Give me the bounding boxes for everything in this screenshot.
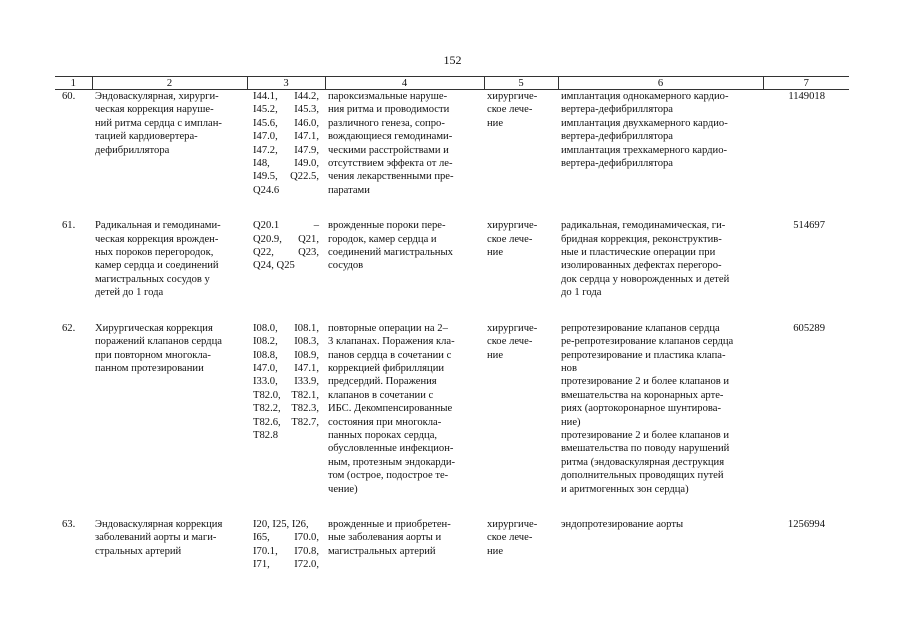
icd-code: I45.3,	[294, 104, 319, 116]
treatment-type-line: ское лече-	[487, 532, 533, 544]
care-type-line: поражений клапанов сердца	[95, 336, 222, 348]
treatment-type-line: ние	[487, 117, 504, 129]
care-type-line: магистральных сосудов у	[95, 273, 210, 285]
row-number-cell: 60.	[62, 91, 76, 102]
icd-code: I08.9,	[294, 349, 319, 361]
treatment-method-line: вертера-дефибриллятора	[561, 131, 673, 143]
treatment-method-line: бридная коррекция, реконструктив-	[561, 233, 722, 245]
treatment-method-line: и аритмогенных зон сердца)	[561, 483, 689, 495]
icd-code: Q21,	[298, 233, 319, 245]
care-type-cell	[92, 90, 247, 220]
column-header: 1	[55, 77, 92, 90]
treatment-method-line: ние)	[561, 416, 581, 428]
patient-model-line: предсердий. Поражения	[328, 376, 437, 388]
column-header: 7	[763, 77, 849, 90]
treatment-type-cell	[484, 90, 558, 220]
icd-code: T82.6,	[253, 416, 281, 428]
icd-code: Q22,	[253, 247, 274, 259]
icd-code-line	[253, 362, 319, 375]
care-type-line: тацией кардиовертера-	[95, 131, 198, 143]
patient-model-line: ные заболевания аорты и	[328, 532, 442, 544]
care-type-line: Радикальная и гемодинами-	[95, 220, 221, 232]
care-type-line: ний ритма сердца с имплан-	[95, 117, 222, 129]
patient-model-line: отсутствием эффекта от ле-	[328, 158, 453, 170]
treatment-method-line: ре-репротезирование клапанов сердца	[561, 336, 734, 348]
treatment-method-line: эндопротезирование аорты	[561, 518, 684, 530]
icd-code: I46.0,	[294, 117, 319, 129]
icd-code: I45.6,	[253, 117, 278, 129]
care-type-line: детей до 1 года	[95, 287, 164, 299]
icd-code: I44.1,	[253, 91, 278, 102]
treatment-method-line: протезирование 2 и более клапанов и	[561, 429, 730, 441]
icd-code-line	[253, 349, 319, 362]
icd-codes-cell	[247, 322, 325, 518]
icd-code: I08.2,	[253, 336, 278, 348]
care-type-line: камер сердца и соединений	[95, 260, 219, 272]
table-body	[55, 90, 849, 572]
patient-model-line: врожденные и приобретен-	[328, 518, 451, 530]
treatment-method-cell	[558, 90, 763, 220]
icd-code: I70.8,	[294, 545, 319, 557]
icd-codes-cell	[247, 90, 325, 220]
treatment-method-line: вмешательства по поводу нарушений	[561, 443, 730, 455]
care-type-line: заболеваний аорты и маги-	[95, 532, 217, 544]
treatment-method-line: риях (аортокоронарное шунтирова-	[561, 403, 721, 415]
icd-code-line	[253, 375, 319, 388]
row-number-cell: 62.	[62, 322, 76, 334]
treatment-method-line: до 1 года	[561, 287, 602, 299]
care-type-cell	[92, 322, 247, 518]
treatment-type-line: хирургиче-	[487, 322, 538, 334]
icd-code-line	[253, 402, 319, 415]
table-row	[55, 219, 849, 321]
column-header: 4	[325, 77, 484, 90]
table-row	[55, 518, 849, 572]
icd-code-line	[253, 233, 319, 246]
patient-model-line: вождающиеся гемодинами-	[328, 131, 453, 143]
row-number-cell: 61.	[62, 220, 76, 232]
care-type-cell	[92, 518, 247, 572]
icd-code: I48,	[253, 158, 270, 170]
treatment-type-line: хирургиче-	[487, 91, 538, 102]
treatment-method-line: изолированных дефектах перегоро-	[561, 260, 722, 272]
icd-code-line	[253, 518, 319, 531]
patient-model-line: панных пороках сердца,	[328, 429, 438, 441]
patient-model-line: пароксизмальные наруше-	[328, 91, 448, 102]
care-type-line: стральных артерий	[95, 545, 182, 557]
table-row	[55, 90, 849, 220]
icd-code-line	[253, 219, 319, 232]
icd-code-line	[253, 246, 319, 259]
treatment-method-line: нов	[561, 362, 577, 374]
icd-code: I65,	[253, 532, 270, 544]
icd-code: I44.2,	[294, 91, 319, 102]
icd-code: I72.0,	[294, 559, 319, 571]
icd-code: I33.0,	[253, 376, 278, 388]
icd-code: Q23,	[298, 247, 319, 259]
treatment-method-line: вертера-дефибриллятора	[561, 158, 673, 170]
treatment-method-line: имплантация двухкамерного кардио-	[561, 117, 728, 129]
icd-code-line	[253, 389, 319, 402]
icd-code: I08.8,	[253, 349, 278, 361]
care-type-line: Хирургическая коррекция	[95, 322, 213, 334]
treatment-type-line: ние	[487, 545, 504, 557]
treatment-method-line: дополнительных проводящих путей	[561, 470, 724, 482]
care-type-line: ческая коррекция врожден-	[95, 233, 219, 245]
treatment-type-line: ское лече-	[487, 233, 533, 245]
treatment-method-cell	[558, 322, 763, 518]
icd-code-line	[253, 130, 319, 143]
icd-code: T82.2,	[253, 403, 281, 415]
treatment-method-line: протезирование 2 и более клапанов и	[561, 376, 730, 388]
treatment-type-line: ское лече-	[487, 336, 533, 348]
treatment-type-line: ние	[487, 247, 504, 259]
column-header: 3	[247, 77, 325, 90]
page-number: 152	[443, 53, 462, 67]
icd-code: I70.1,	[253, 545, 278, 557]
treatment-type-line: хирургиче-	[487, 518, 538, 530]
cost-cell: 514697	[793, 220, 825, 232]
icd-code-line	[253, 335, 319, 348]
icd-code: I49.0,	[294, 158, 319, 170]
icd-codes-cell	[247, 518, 325, 572]
icd-code-line	[253, 184, 319, 197]
treatment-type-cell	[484, 322, 558, 518]
treatment-method-line: имплантация однокамерного кардио-	[561, 91, 729, 102]
column-header: 2	[92, 77, 247, 90]
patient-model-line: магистральных артерий	[328, 545, 436, 557]
treatment-method-line: радикальная, гемодинамическая, ги-	[561, 220, 726, 232]
column-number-header-row	[55, 77, 849, 90]
patient-model-line: обусловленные инфекцион-	[328, 443, 454, 455]
treatment-method-line: док сердца у новорожденных и детей	[561, 273, 730, 285]
icd-code: I49.5,	[253, 171, 278, 183]
icd-code: I47.1,	[294, 362, 319, 374]
patient-model-line: клапанов в сочетании с	[328, 389, 434, 401]
icd-code-line	[253, 90, 319, 103]
patient-model-line: ным, протезным эндокарди-	[328, 456, 456, 468]
icd-code-line	[253, 416, 319, 429]
cost-cell: 1149018	[788, 91, 825, 102]
icd-code: I45.2,	[253, 104, 278, 116]
icd-code: I47.9,	[294, 144, 319, 156]
treatment-method-line: репротезирование и пластика клапа-	[561, 349, 726, 361]
patient-model-line: ческими расстройствами и	[328, 144, 449, 156]
icd-code-line	[253, 322, 319, 335]
icd-code: I47.0,	[253, 131, 278, 143]
patient-model-line: повторные операции на 2–	[328, 322, 448, 334]
icd-code: I08.1,	[294, 322, 319, 334]
icd-code: I08.0,	[253, 322, 278, 334]
cost-cell: 605289	[793, 322, 825, 334]
patient-model-line: коррекцией фибрилляции	[328, 362, 445, 374]
table-row	[55, 322, 849, 518]
treatment-method-line: имплантация трехкамерного кардио-	[561, 144, 728, 156]
icd-code-line	[253, 558, 319, 571]
icd-code: I47.2,	[253, 144, 278, 156]
icd-code: I71,	[253, 559, 270, 571]
care-type-line: дефибриллятора	[95, 144, 170, 156]
patient-model-line: 3 клапанах. Поражения кла-	[328, 336, 455, 348]
icd-code-line	[253, 157, 319, 170]
care-type-line: ческая коррекция наруше-	[95, 104, 214, 116]
patient-model-line: ния ритма и проводимости	[328, 104, 450, 116]
treatment-method-line: ритма (эндоваскулярная деструкция	[561, 456, 725, 468]
treatment-method-cell	[558, 219, 763, 321]
patient-model-line: сосудов	[328, 260, 364, 272]
icd-codes-cell	[247, 219, 325, 321]
treatment-method-cell	[558, 518, 763, 572]
patient-model-line: врожденные пороки пере-	[328, 220, 446, 232]
care-type-line: Эндоваскулярная, хирурги-	[95, 91, 219, 102]
treatment-type-line: ние	[487, 349, 504, 361]
treatment-method-line: вмешательства на коронарных арте-	[561, 389, 724, 401]
care-type-cell	[92, 219, 247, 321]
row-number-cell: 63.	[62, 518, 76, 530]
icd-code: I47.1,	[294, 131, 319, 143]
care-type-line: Эндоваскулярная коррекция	[95, 518, 223, 530]
treatment-method-line: ные и пластические операции при	[561, 247, 716, 259]
icd-code: I33.9,	[294, 376, 319, 388]
patient-model-line: городок, камер сердца и	[328, 233, 437, 245]
patient-model-cell	[325, 219, 484, 321]
icd-code: –	[313, 220, 319, 232]
treatment-method-line: вертера-дефибриллятора	[561, 104, 673, 116]
treatment-type-line: хирургиче-	[487, 220, 538, 232]
care-type-line: панном протезировании	[95, 362, 204, 374]
icd-code: Q22.5,	[290, 171, 319, 183]
icd-code: Q24, Q25	[253, 260, 295, 272]
cost-cell: 1256994	[787, 518, 825, 530]
icd-code-line	[253, 117, 319, 130]
icd-code-line	[253, 170, 319, 183]
icd-code: I08.3,	[294, 336, 319, 348]
treatment-type-line: ское лече-	[487, 104, 533, 116]
icd-code-line	[253, 259, 319, 272]
patient-model-cell	[325, 518, 484, 572]
icd-code: I70.0,	[294, 532, 319, 544]
patient-model-line: паратами	[328, 184, 370, 196]
icd-code: Q24.6	[253, 184, 280, 196]
column-header: 6	[558, 77, 763, 90]
icd-code: T82.0,	[253, 389, 281, 401]
icd-code: T82.8	[253, 429, 279, 441]
treatment-type-cell	[484, 219, 558, 321]
icd-code: Q20.9,	[253, 233, 282, 245]
treatment-type-cell	[484, 518, 558, 572]
icd-code-line	[253, 144, 319, 157]
icd-code-line	[253, 429, 319, 442]
treatment-method-line: репротезирование клапанов сердца	[561, 322, 720, 334]
icd-code-line	[253, 103, 319, 116]
patient-model-line: чение)	[328, 483, 358, 495]
patient-model-line: состояния при многокла-	[328, 416, 442, 428]
icd-code: I47.0,	[253, 362, 278, 374]
medical-care-table	[55, 76, 849, 572]
icd-code: I20, I25, I26,	[253, 518, 309, 530]
patient-model-line: чения лекарственными пре-	[328, 171, 454, 183]
icd-code-line	[253, 545, 319, 558]
icd-code: T82.1,	[291, 389, 319, 401]
patient-model-line: том (острое, подострое те-	[328, 470, 449, 482]
column-header: 5	[484, 77, 558, 90]
icd-code-line	[253, 531, 319, 544]
patient-model-line: различного генеза, сопро-	[328, 117, 445, 129]
care-type-line: при повторном многокла-	[95, 349, 211, 361]
care-type-line: ных пороков перегородок,	[95, 247, 214, 259]
patient-model-line: соединений магистральных	[328, 247, 453, 259]
patient-model-line: панов сердца в сочетании с	[328, 349, 452, 361]
icd-code: T82.7,	[291, 416, 319, 428]
patient-model-line: ИБС. Декомпенсированные	[328, 403, 453, 415]
patient-model-cell	[325, 90, 484, 220]
icd-code: Q20.1	[253, 220, 280, 232]
patient-model-cell	[325, 322, 484, 518]
icd-code: T82.3,	[291, 403, 319, 415]
